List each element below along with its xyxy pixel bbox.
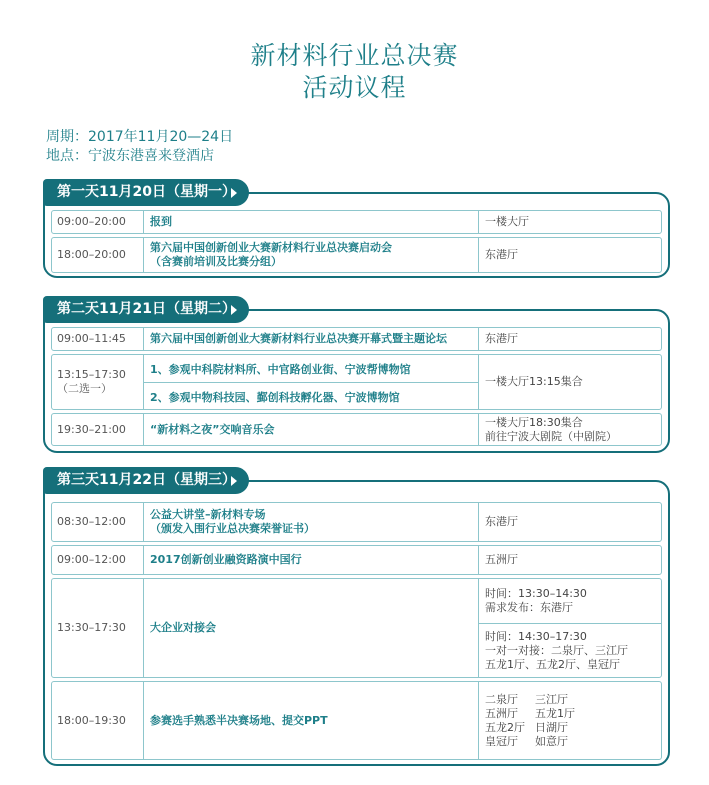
hall-name: 三江厅: [535, 692, 568, 706]
row-place: 一楼大厅: [478, 211, 661, 233]
day-section-1: [43, 179, 670, 279]
row-place-session-2: 时间：14:30–17:30 一对一对接：二泉厅、三江厅 五龙1厅、五龙2厅、皇冠厅: [478, 624, 661, 678]
agenda-row: [51, 210, 662, 234]
day-label: 第二天11月21日（星期二）: [43, 296, 249, 323]
row-time: 08:30–12:00: [52, 503, 144, 541]
hall-name: 五龙2厅: [485, 720, 525, 734]
row-event: “新材料之夜”交响音乐会: [150, 422, 275, 436]
hall-name: 五洲厅: [485, 706, 518, 720]
row-time: 18:00–20:00: [52, 238, 144, 272]
row-event-option-1: 1、参观中科院材料所、中官路创业街、宁波帮博物馆: [150, 362, 411, 376]
day-section-3: [43, 467, 670, 767]
row-event: 报到: [150, 215, 172, 228]
row-place: 东港厅: [478, 238, 661, 272]
day-section-2: [43, 296, 670, 454]
row-place: 五洲厅: [478, 546, 661, 574]
row-event-option-2: 2、参观中物科技园、鄞创科技孵化器、宁波博物馆: [150, 390, 400, 404]
row-time: 13:30–17:30: [52, 579, 144, 677]
row-place-session-1: 时间：13:30–14:30 需求发布：东港厅: [478, 579, 661, 623]
row-time: 09:00–20:00: [52, 211, 144, 233]
row-event: 公益大讲堂–新材料专场 （颁发入围行业总决赛荣誉证书）: [150, 508, 315, 535]
row-place: 东港厅: [478, 503, 661, 541]
agenda-row: [51, 545, 662, 575]
event-location: 地点：宁波东港喜来登酒店: [46, 148, 214, 164]
hall-name: 二泉厅: [485, 692, 518, 706]
agenda-row: [51, 413, 662, 446]
day-label: 第三天11月22日（星期三）: [43, 467, 249, 494]
event-period: 周期：2017年11月20—24日: [46, 129, 234, 145]
row-event: 第六届中国创新创业大赛新材料行业总决赛启动会 （含赛前培训及比赛分组）: [150, 241, 392, 268]
row-event: 大企业对接会: [150, 621, 216, 634]
agenda-row: [51, 681, 662, 760]
row-time: 09:00–11:45: [52, 328, 144, 350]
row-time: 09:00–12:00: [52, 546, 144, 574]
agenda-row: [51, 237, 662, 273]
agenda-row: [51, 354, 662, 410]
agenda-row: [51, 502, 662, 542]
hall-name: 如意厅: [535, 734, 568, 748]
hall-name: 皇冠厅: [485, 734, 518, 748]
row-place: 东港厅: [478, 328, 661, 350]
day-label: 第一天11月20日（星期一）: [43, 179, 249, 206]
row-place: 一楼大厅18:30集合 前往宁波大剧院（中剧院）: [478, 414, 661, 445]
row-event: 第六届中国创新创业大赛新材料行业总决赛开幕式暨主题论坛: [150, 332, 447, 345]
hall-list: [485, 693, 595, 749]
agenda-row: [51, 578, 662, 678]
agenda-row: [51, 327, 662, 351]
hall-name: 五龙1厅: [535, 706, 575, 720]
agenda-subtitle: 活动议程: [302, 73, 407, 102]
hall-name: 日湖厅: [535, 720, 568, 734]
row-place: [478, 682, 661, 759]
agenda-title: 新材料行业总决赛: [250, 41, 459, 70]
row-time: 19:30–21:00: [52, 414, 144, 445]
row-event: 2017创新创业融资路演中国行: [150, 553, 302, 566]
row-event: 参赛选手熟悉半决赛场地、提交PPT: [150, 713, 328, 727]
row-time: 13:15–17:30 （二选一）: [52, 355, 144, 409]
row-time: 18:00–19:30: [52, 682, 144, 759]
row-place: 一楼大厅13:15集合: [478, 355, 661, 409]
